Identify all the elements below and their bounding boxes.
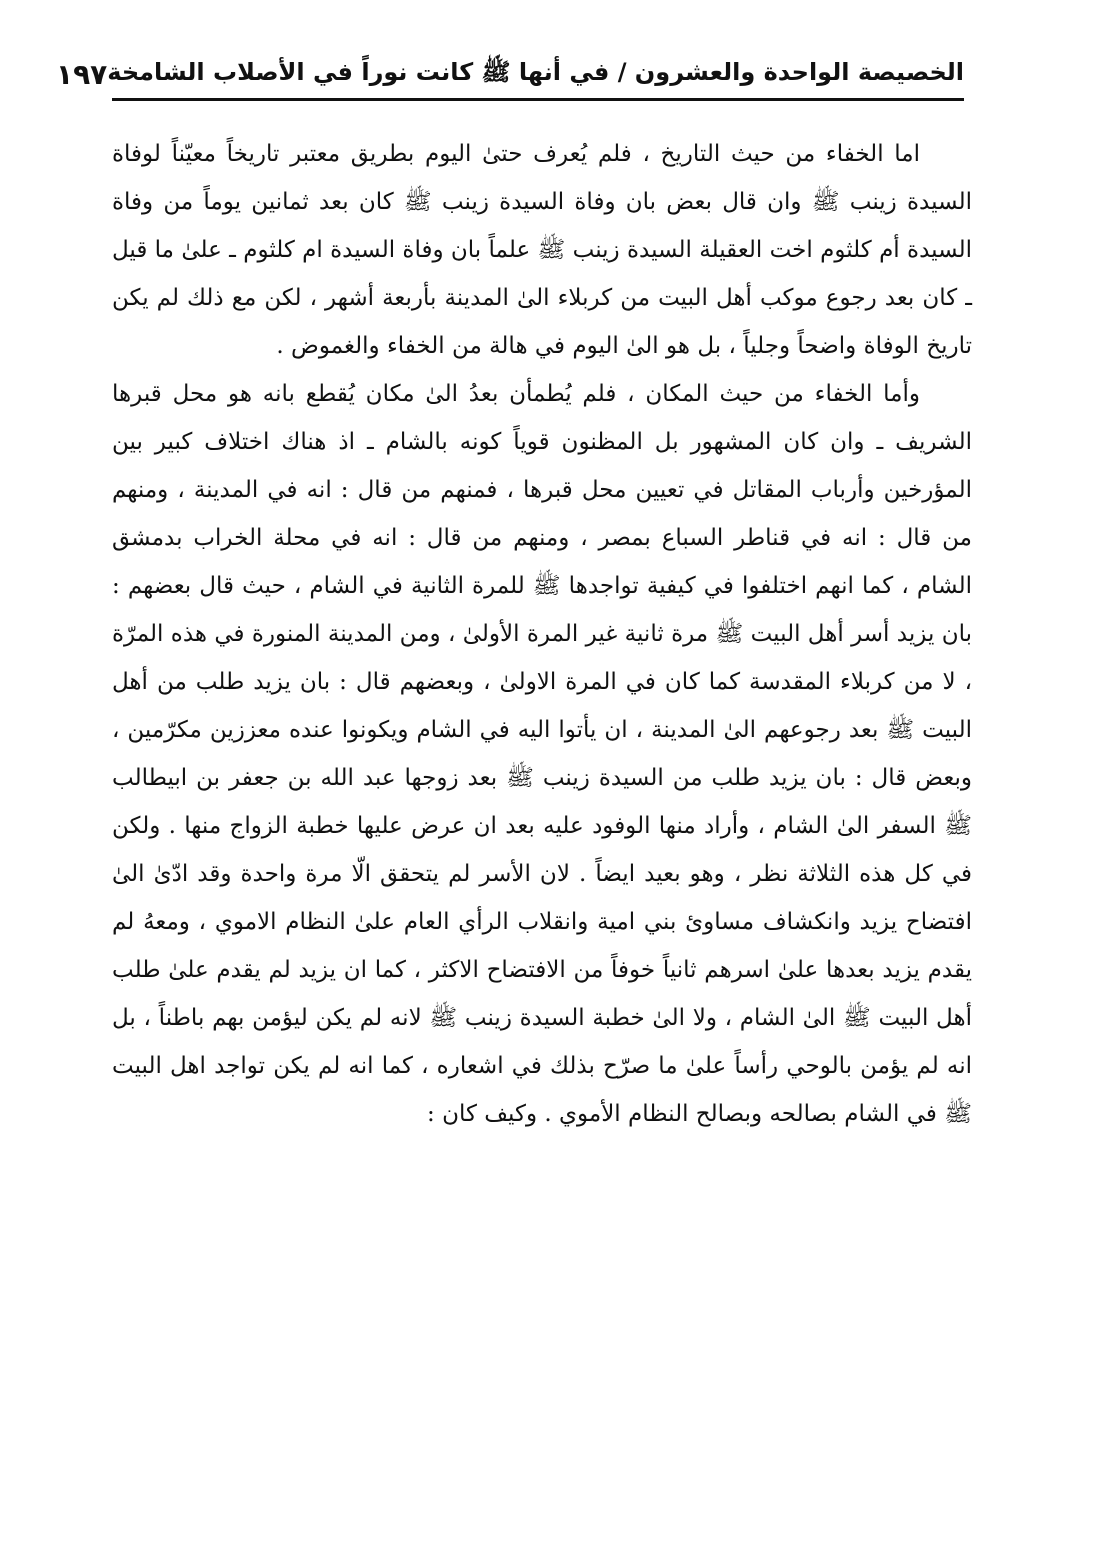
running-title: الخصيصة الواحدة والعشرون / في أنها ﷺ كانت نوراً في الأصلاب الشامخة (107, 57, 964, 86)
page-number: ١٩٧ (55, 57, 108, 91)
paragraph-1: اما الخفاء من حيث التاريخ ، فلم يُعرف حتىٰ اليوم بطريق معتبر تاريخاً معيّناً لوفاة السيدة زينب ﷺ وان قال بعض بان وفاة السيدة زينب ﷺ كان بعد ثمانين يوماً من وفاة السيدة أم كلثوم اخت العقيلة السيدة زينب ﷺ علماً بان وفاة السيدة ام كلثوم ـ علىٰ ما قيل ـ كان بعد رجوع موكب أهل البيت من كربلاء الىٰ المدينة بأربعة أشهر ، لكن مع ذلك لم يكن تاريخ الوفاة واضحاً وجلياً ، بل هو الىٰ اليوم في هالة من الخفاء والغموض . (112, 141, 972, 359)
paragraph-2: وأما الخفاء من حيث المكان ، فلم يُطمأن بعدُ الىٰ مكان يُقطع بانه هو محل قبرها الشريف ـ وان كان المشهور بل المظنون قوياً كونه بالشام ـ اذ هناك اختلاف كبير بين المؤرخين وأرباب المقاتل في تعيين محل قبرها ، فمنهم من قال : انه في المدينة ، ومنهم من قال : انه في قناطر السباع بمصر ، ومنهم من قال : انه في محلة الخراب بدمشق الشام ، كما انهم اختلفوا في كيفية تواجدها ﷺ للمرة الثانية في الشام ، حيث قال بعضهم : بان يزيد أسر أهل البيت ﷺ مرة ثانية غير المرة الأولىٰ ، ومن المدينة المنورة في هذه المرّة ، لا من كربلاء المقدسة كما كان في المرة الاولىٰ ، وبعضهم قال : بان يزيد طلب من أهل البيت ﷺ بعد رجوعهم الىٰ المدينة ، ان يأتوا اليه في الشام ويكونوا عنده معززين مكرّمين ، وبعض قال : بان يزيد طلب من السيدة زينب ﷺ بعد زوجها عبد الله بن جعفر بن ابيطالب ﷺ السفر الىٰ الشام ، وأراد منها الوفود عليه بعد ان عرض عليها خطبة الزواج منها . ولكن في كل هذه الثلاثة نظر ، وهو بعيد ايضاً . لان الأسر لم يتحقق الّا مرة واحدة وقد ادّىٰ الىٰ افتضاح يزيد وانكشاف مساوئ بني امية وانقلاب الرأي العام علىٰ النظام الاموي ، ومعهُ لم يقدم يزيد بعدها علىٰ اسرهم ثانياً خوفاً من الافتضاح الاكثر ، كما ان يزيد لم يقدم علىٰ طلب أهل البيت ﷺ الىٰ الشام ، ولا الىٰ خطبة السيدة زينب ﷺ لانه لم يكن ليؤمن بهم باطناً ، بل انه لم يؤمن بالوحي رأساً علىٰ ما صرّح بذلك في اشعاره ، كما انه لم يكن تواجد اهل البيت ﷺ في الشام بصالحه وبصالح النظام الأموي . وكيف كان : (112, 381, 972, 1127)
running-header (55, 50, 964, 101)
body-text (112, 130, 972, 1138)
